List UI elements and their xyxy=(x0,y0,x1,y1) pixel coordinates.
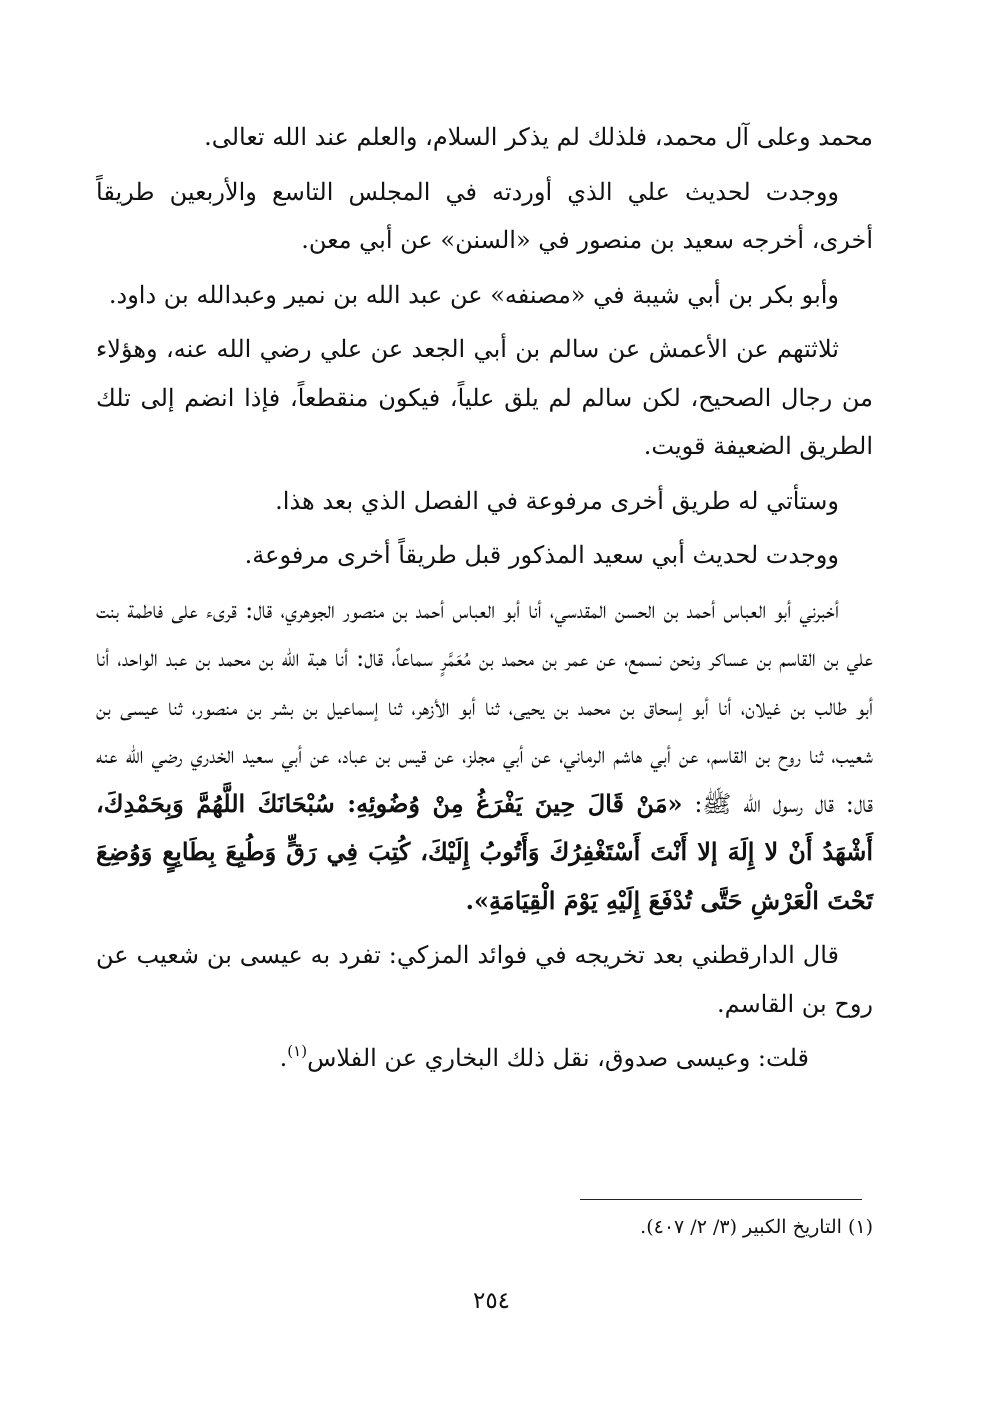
page-number: ٢٥٤ xyxy=(472,1288,511,1314)
paragraph-9-text: قلت: وعيسى صدوق، نقل ذلك البخاري عن الفلاس xyxy=(307,1044,809,1072)
footnote-reference: (١) xyxy=(287,1042,308,1060)
paragraph-8: قال الدارقطني بعد تخريجه في فوائد المزكي: تفرد به عيسى بن شعيب عن روح بن القاسم. xyxy=(96,941,873,1018)
paragraph-2: ووجدت لحديث علي الذي أوردته في المجلس التاسع والأربعين طريقاً أخرى، أخرجه سعيد بن منصور في «السنن» عن أبي معن. xyxy=(96,177,873,254)
paragraph-1: محمد وعلى آل محمد، فلذلك لم يذكر السلام، والعلم عند الله تعالى. xyxy=(204,123,873,151)
paragraph-6: ووجدت لحديث أبي سعيد المذكور قبل طريقاً أخرى مرفوعة. xyxy=(244,541,839,569)
paragraph-9 xyxy=(96,1034,873,1083)
hadith-chain: أخبرني أبو العباس أحمد بن الحسن المقدسي، أنا أبو العباس أحمد بن منصور الجوهري، قال: قرىء على فاطمة بنت علي بن القاسم بن عساكر ونحن نسمع، عن عمر بن محمد بن مُعَمَّرٍ سماعاً، قال: أنا هبة الله بن محمد بن عبد الواحد، أنا أبو طالب بن غيلان، أنا أبو إسحاق بن محمد بن يحيى، ثنا أبو الأزهر، ثنا إسماعيل بن بشر بن منصور، ثنا عيسى بن شعيب، ثنا روح بن القاسم، عن أبي هاشم الرماني، عن أبي مجلز، عن قيس بن عباد، عن أبي سعيد الخدري رضي الله عنه قال: قال رسول الله ﷺ: xyxy=(96,595,873,818)
main-text xyxy=(96,113,873,1089)
paragraph-3: وأبو بكر بن أبي شيبة في «مصنفه» عن عبد الله بن نمير وعبدالله بن داود. xyxy=(108,280,839,309)
hadith-quote: «مَنْ قَالَ حِينَ يَفْرَغُ مِنْ وُضُوئِهِ: سُبْحَانَكَ اللَّهُمَّ وَبِحَمْدِكَ، أَشْهَدُ أَنْ لا إِلَهَ إلا أَنْتَ أَسْتَغْفِرُكَ وَأَتُوبُ إِلَيْكَ، كُتِبَ فِي رَقٍّ وَطُبِعَ بِطَابِعٍ وَوُضِعَ تَحْتَ الْعَرْشِ حَتَّى تُدْفَعَ إِلَيْهِ يَوْمَ الْقِيَامَةِ». xyxy=(96,788,873,915)
footnote: (١) التاريخ الكبير (٣/ ٢/ ٤٠٧). xyxy=(640,1216,873,1238)
paragraph-5: وستأتي له طريق أخرى مرفوعة في الفصل الذي بعد هذا. xyxy=(275,486,839,515)
footnote-divider xyxy=(580,1199,862,1200)
paragraph-9-end: . xyxy=(279,1044,288,1072)
paragraph-4: ثلاثتهم عن الأعمش عن سالم بن أبي الجعد عن علي رضي الله عنه، وهؤلاء من رجال الصحيح، لكن سالم لم يلق علياً، فيكون منقطعاً، فإذا انضم إلى تلك الطريق الضعيفة قويت. xyxy=(96,335,873,460)
paragraph-7 xyxy=(96,586,873,926)
